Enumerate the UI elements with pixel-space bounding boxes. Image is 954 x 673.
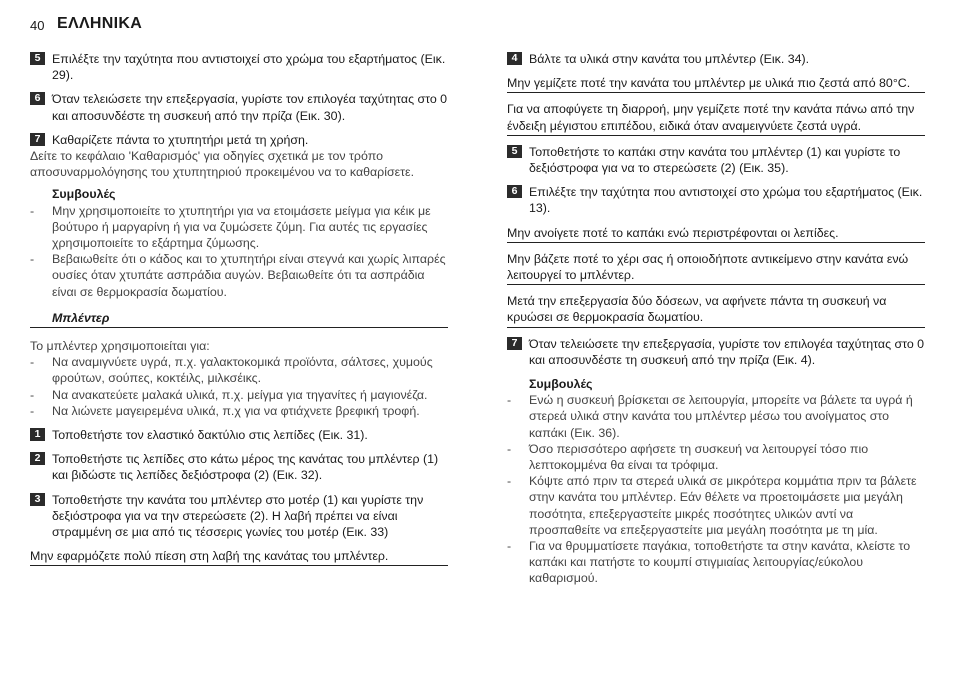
warning-hot: Μην γεμίζετε ποτέ την κανάτα του μπλέντερ με υλικά πιο ζεστά από 80°C.	[507, 75, 925, 93]
tip-text: Όσο περισσότερο αφήσετε τη συσκευή να λειτουργεί τόσο πιο λεπτοκομμένα θα είναι τα τρόφιμα.	[529, 441, 869, 473]
step-number: 2	[30, 452, 45, 465]
tip-text: Κόψτε από πριν τα στερεά υλικά σε μικρότερα κομμάτια πριν τα βάλετε στην κανάτα του μπλέντερ. Εάν θέλετε να προετοιμάσετε μια μεγάλη ποσότητα, επεξεργαστείτε μικρές ποσότητες υλικών αντί να προσπαθείτε να επεξεργαστείτε μια μεγάλη ποσότητα με τη μία.	[529, 474, 917, 537]
step-text: Καθαρίζετε πάντα το χτυπητήρι μετά τη χρήση.	[52, 132, 309, 147]
blender-step-6	[507, 184, 925, 216]
blender-step-1	[30, 427, 448, 443]
intro-text: Το μπλέντερ χρησιμοποιείται για:	[30, 339, 210, 354]
step-text: Επιλέξτε την ταχύτητα που αντιστοιχεί στο χρώμα του εξαρτήματος (Εικ. 13).	[529, 185, 923, 216]
use-item: - Να ανακατεύετε μαλακά υλικά, π.χ. μείγμα για τηγανίτες ή μαγιονέζα.	[30, 387, 428, 402]
use-text: Να αναμιγνύετε υγρά, π.χ. γαλακτοκομικά προϊόντα, σάλτσες, χυμούς φρούτων, σούπες, κοκτέιλς, μιλκσέικς.	[52, 355, 433, 386]
right-column	[507, 51, 925, 587]
tip-text: Μην χρησιμοποιείτε το χτυπητήρι για να ετοιμάσετε μείγμα για κέικ με βούτυρο ή μαργαρίνη ή για να ζυμώσετε ζύμη. Για αυτές τις εργασίες χρησιμοποιείτε το εξάρτημα ζύμωσης.	[52, 203, 431, 251]
step-number: 4	[507, 52, 522, 65]
step-text: Τοποθετήστε την κανάτα του μπλέντερ στο μοτέρ (1) και γυρίστε την δεξιόστροφα για να την στερεώσετε (2). Η λαβή πρέπει να είναι στραμμένη σε μια από τις τέσσερις γωνίες του μοτέρ (Εικ. 33)	[52, 492, 424, 540]
tip-item: - Για να θρυμματίσετε παγάκια, τοποθετήστε τα στην κανάτα, κλείστε το καπάκι και πατήστε το κουμπί στιγμιαίας λειτουργίας/εύκολου καθαρισμού.	[507, 539, 911, 586]
tip-item: - Βεβαιωθείτε ότι ο κάδος και το χτυπητήρι είναι στεγνά και χωρίς λιπαρές ουσίες όταν χτυπάτε ασπράδια αυγών. Βεβαιωθείτε ότι τα ασπράδια είναι σε θερμοκρασία δωματίου.	[30, 252, 446, 299]
warning-lid: Μην ανοίγετε ποτέ το καπάκι ενώ περιστρέφονται οι λεπίδες.	[507, 225, 925, 243]
warning-handle: Μην εφαρμόζετε πολύ πίεση στη λαβή της κανάτας του μπλέντερ.	[30, 548, 448, 566]
warning-hand: Μην βάζετε ποτέ το χέρι σας ή οποιοδήποτε αντικείμενο στην κανάτα ενώ λειτουργεί το μπλέντερ.	[507, 251, 925, 285]
use-text: Να ανακατεύετε μαλακά υλικά, π.χ. μείγμα για τηγανίτες ή μαγιονέζα.	[52, 387, 428, 402]
section-title: Μπλέντερ	[30, 310, 448, 328]
language-heading: ΕΛΛΗΝΙΚΑ	[57, 15, 143, 32]
blender-step-2	[30, 451, 448, 483]
warning-cool: Μετά την επεξεργασία δύο δόσεων, να αφήνετε πάντα τη συσκευή να κρυώσει σε θερμοκρασία δωματίου.	[507, 293, 925, 327]
step-text: Επιλέξτε την ταχύτητα που αντιστοιχεί στο χρώμα του εξαρτήματος (Εικ. 29).	[52, 52, 446, 83]
tips-title: Συμβουλές	[529, 377, 593, 392]
tip-text: Βεβαιωθείτε ότι ο κάδος και το χτυπητήρι είναι στεγνά και χωρίς λιπαρές ουσίες όταν χτυπάτε ασπράδια αυγών. Βεβαιωθείτε ότι τα ασπράδια είναι σε θερμοκρασία δωματίου.	[52, 252, 446, 299]
blender-step-5	[507, 144, 925, 176]
use-item: - Να αναμιγνύετε υγρά, π.χ. γαλακτοκομικά προϊόντα, σάλτσες, χυμούς φρούτων, σούπες, κοκτέιλς, μιλκσέικς.	[30, 355, 433, 386]
use-text: Να λιώνετε μαγειρεμένα υλικά, π.χ για να φτιάχνετε βρεφική τροφή.	[52, 403, 420, 418]
step-5	[30, 51, 448, 83]
page-number: 40	[30, 18, 45, 33]
tips-title: Συμβουλές	[52, 187, 116, 202]
step-number: 7	[507, 337, 522, 350]
step-text: Όταν τελειώσετε την επεξεργασία, γυρίστε τον επιλογέα ταχύτητας στο 0 και αποσυνδέστε τη συσκευή από την πρίζα (Εικ. 30).	[52, 92, 448, 123]
left-column	[30, 51, 448, 574]
tip-text: Ενώ η συσκευή βρίσκεται σε λειτουργία, μπορείτε να βάλετε τα υγρά ή στερεά υλικά στην κανάτα του μπλέντερ μέσω του ανοίγματος στο καπάκι (Εικ. 36).	[529, 393, 913, 440]
blender-step-7	[507, 336, 925, 368]
tip-item: - Όσο περισσότερο αφήσετε τη συσκευή να λειτουργεί τόσο πιο λεπτοκομμένα θα είναι τα τρόφιμα.	[507, 441, 869, 473]
step-text: Τοποθετήστε τον ελαστικό δακτύλιο στις λεπίδες (Εικ. 31).	[52, 428, 368, 443]
tip-text: Για να θρυμματίσετε παγάκια, τοποθετήστε τα στην κανάτα, κλείστε το καπάκι και πατήστε το κουμπί στιγμιαίας λειτουργίας/εύκολου καθαρισμού.	[529, 539, 911, 586]
step-7-note: Δείτε το κεφάλαιο 'Καθαρισμός' για οδηγίες σχετικά με τον τρόπο αποσυναρμολόγησης του χτυπητηριού προκειμένου να το καθαρίσετε.	[30, 149, 415, 180]
step-text: Τοποθετήστε το καπάκι στην κανάτα του μπλέντερ (1) και γυρίστε το δεξιόστροφα για να το στερεώσετε (2) (Εικ. 35).	[529, 144, 901, 176]
step-6	[30, 91, 448, 123]
step-number: 5	[507, 145, 522, 158]
step-number: 1	[30, 428, 45, 441]
step-text: Όταν τελειώσετε την επεξεργασία, γυρίστε τον επιλογέα ταχύτητας στο 0 και αποσυνδέστε τη συσκευή από την πρίζα (Εικ. 4).	[529, 336, 925, 367]
step-7	[30, 132, 448, 148]
use-item: - Να λιώνετε μαγειρεμένα υλικά, π.χ για να φτιάχνετε βρεφική τροφή.	[30, 403, 420, 418]
step-number: 6	[507, 185, 522, 198]
step-number: 6	[30, 92, 45, 105]
step-text: Βάλτε τα υλικά στην κανάτα του μπλέντερ (Εικ. 34).	[529, 52, 810, 66]
warning-leak: Για να αποφύγετε τη διαρροή, μην γεμίζετε ποτέ την κανάτα πάνω από την ένδειξη μέγιστου επιπέδου, ειδικά όταν αναμειγνύετε ζεστά υγρά.	[507, 101, 925, 135]
tip-item: - Ενώ η συσκευή βρίσκεται σε λειτουργία, μπορείτε να βάλετε τα υγρά ή στερεά υλικά στην κανάτα του μπλέντερ μέσω του ανοίγματος στο καπάκι (Εικ. 36).	[507, 393, 913, 440]
step-text: Τοποθετήστε τις λεπίδες στο κάτω μέρος της κανάτας του μπλέντερ (1) και βιδώστε τις λεπίδες δεξιόστροφα (2) (Εικ. 32).	[52, 452, 439, 483]
step-number: 7	[30, 133, 45, 146]
step-number: 5	[30, 52, 45, 65]
blender-step-3	[30, 492, 448, 541]
tip-item: - Κόψτε από πριν τα στερεά υλικά σε μικρότερα κομμάτια πριν τα βάλετε στην κανάτα του μπλέντερ. Εάν θέλετε να προετοιμάσετε μια μεγάλη ποσότητα, επεξεργαστείτε μικρές ποσότητες υλικών αντί να προσπαθείτε να επεξεργαστείτε μια μεγάλη ποσότητα με τη μία.	[507, 474, 917, 537]
step-number: 3	[30, 493, 45, 506]
tip-item: - Μην χρησιμοποιείτε το χτυπητήρι για να ετοιμάσετε μείγμα για κέικ με βούτυρο ή μαργαρίνη ή για να ζυμώσετε ζύμη. Για αυτές τις εργασίες χρησιμοποιείτε το εξάρτημα ζύμωσης.	[30, 203, 431, 251]
blender-step-4	[507, 51, 925, 67]
